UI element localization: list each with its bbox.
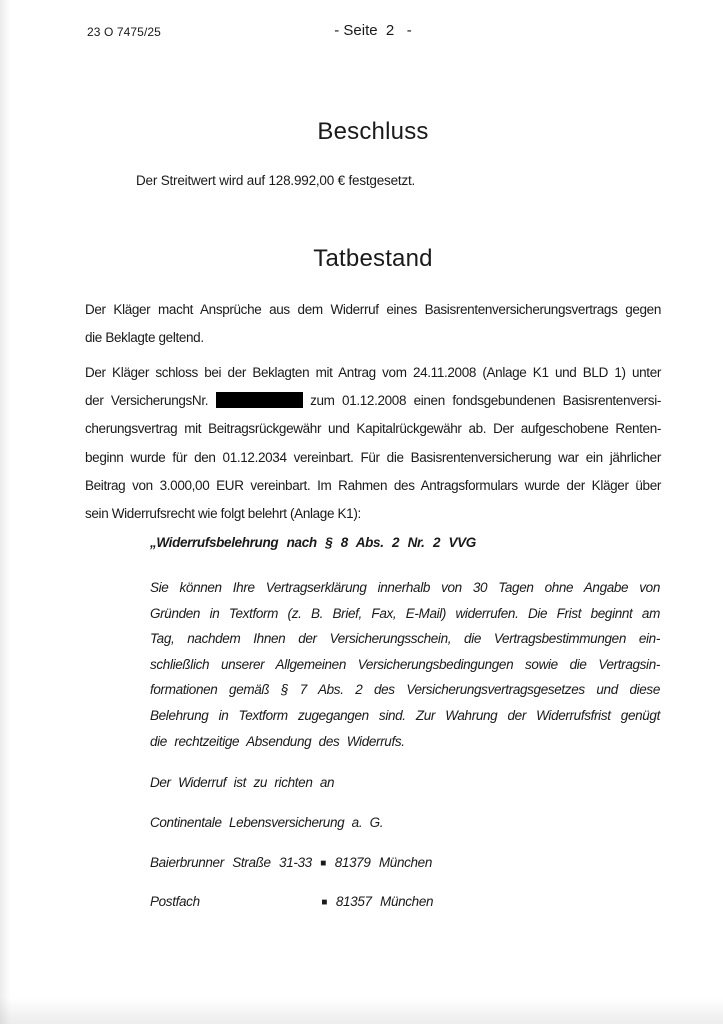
quote-recipient-intro: Der Widerruf ist zu richten an [150, 775, 335, 790]
address-street [150, 853, 660, 874]
heading-tatbestand: Tatbestand [313, 245, 433, 272]
heading-beschluss: Beschluss [317, 118, 429, 145]
paragraph-contract-line: sein Widerrufsrecht wie folgt belehrt (Anlage K1): [85, 505, 361, 521]
scan-edge-left [0, 0, 11, 1024]
quote-heading: „Widerrufsbelehrung nach § 8 Abs. 2 Nr. 2 VVG [150, 535, 476, 550]
paragraph-contract-line: Beitrag von 3.000,00 EUR vereinbart. Im Rahmen des Antragsformulars wurde der Kläger über [85, 477, 661, 493]
square-bullet-icon: ■ [320, 858, 327, 869]
paragraph-contract-line: beginn wurde für den 01.12.2034 vereinbart. Für die Basisrentenversicherung war ein jährlicher [85, 449, 661, 465]
quote-line: Tag, nachdem Ihnen der Versicherungsschein, die Vertragsbestimmungen ein- [150, 631, 660, 647]
redaction-box [216, 392, 303, 408]
paragraph-claim-line: Der Kläger macht Ansprüche aus dem Widerruf eines Basisrentenversicherungsvertrags gegen [85, 302, 661, 317]
quote-paragraph [150, 575, 660, 754]
scan-edge-bottom [0, 998, 723, 1024]
case-number: 23 O 7475/25 [87, 25, 161, 39]
address-postbox-label: Postfach [150, 894, 200, 909]
address-street-city: 81379 München [334, 855, 432, 870]
quote-line: Sie können Ihre Vertragserklärung innerhalb von 30 Tagen ohne Angabe von [150, 580, 660, 595]
square-bullet-icon: ■ [321, 897, 328, 908]
streitwert-sentence: Der Streitwert wird auf 128.992,00 € festgesetzt. [136, 173, 416, 188]
quote-line: schließlich unserer Allgemeinen Versicherungsbedingungen sowie die Vertragsin- [150, 656, 660, 672]
address-postbox [150, 892, 660, 913]
paragraph-contract [85, 359, 661, 528]
address-company: Continentale Lebensversicherung a. G. [150, 815, 384, 830]
paragraph-claim [85, 296, 661, 352]
paragraph-contract-line: Der Kläger schloss bei der Beklagten mit Antrag vom 24.11.2008 (Anlage K1 und BLD 1) unter [85, 365, 661, 380]
address-street-text: Baierbrunner Straße 31-33 [150, 855, 312, 870]
paragraph-claim-line: die Beklagte geltend. [85, 330, 204, 346]
quote-line: formationen gemäß § 7 Abs. 2 des Versicherungsvertragsgesetzes und diese [150, 682, 660, 698]
paragraph-contract-line: cherungsvertrag mit Beitragsrückgewähr und Kapitalrückgewähr ab. Der aufgeschobene Renten- [85, 421, 661, 437]
page-number-label: - Seite 2 - [334, 22, 412, 39]
contract-line-post: zum 01.12.2008 einen fondsgebundenen Basisrentenversi- [310, 393, 662, 409]
contract-line-pre: der VersicherungsNr. [85, 393, 209, 409]
quote-line: Belehrung in Textform zugegangen sind. Zur Wahrung der Widerrufsfrist genügt [150, 707, 660, 723]
address-postbox-city: 81357 München [335, 894, 434, 909]
paragraph-contract-line-redacted [85, 387, 661, 415]
quote-line: die rechtzeitige Absendung des Widerrufs. [150, 733, 405, 749]
quote-line: Gründen in Textform (z. B. Brief, Fax, E-Mail) widerrufen. Die Frist beginnt am [150, 605, 660, 621]
